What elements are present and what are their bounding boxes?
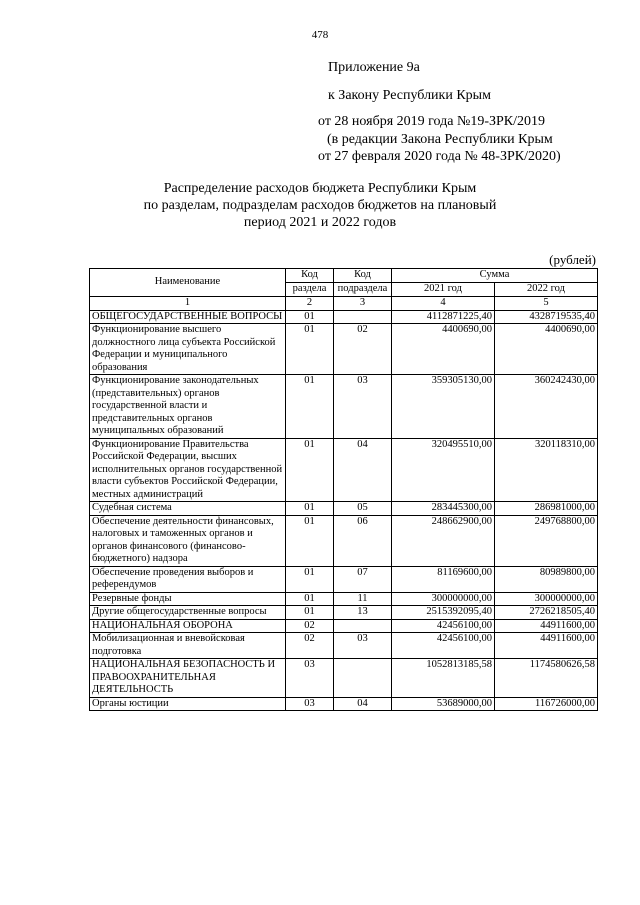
row-section-code: 01 xyxy=(286,310,334,324)
table-row xyxy=(90,324,598,375)
row-section-code: 03 xyxy=(286,659,334,698)
row-subsection-code xyxy=(334,659,392,698)
row-amount-2021: 300000000,00 xyxy=(392,592,495,606)
row-subsection-code: 05 xyxy=(334,502,392,516)
row-amount-2021: 42456100,00 xyxy=(392,619,495,633)
row-amount-2021: 42456100,00 xyxy=(392,633,495,659)
row-section-code: 01 xyxy=(286,606,334,620)
table-row xyxy=(90,566,598,592)
appendix-law: к Закону Республики Крым xyxy=(328,88,491,103)
row-subsection-code: 04 xyxy=(334,697,392,711)
row-name: Обеспечение деятельности финансовых, налоговых и таможенных органов и органов финансового (финансово-бюджетного) надзора xyxy=(90,515,286,566)
document-title-line: период 2021 и 2022 годов xyxy=(243,215,397,230)
header-year-2021: 2021 год xyxy=(392,283,495,297)
row-name: НАЦИОНАЛЬНАЯ ОБОРОНА xyxy=(90,619,286,633)
row-amount-2021: 2515392095,40 xyxy=(392,606,495,620)
row-subsection-code: 04 xyxy=(334,438,392,502)
table-row xyxy=(90,619,598,633)
row-amount-2021: 81169600,00 xyxy=(392,566,495,592)
row-amount-2022: 44911600,00 xyxy=(495,619,598,633)
row-section-code: 01 xyxy=(286,515,334,566)
row-name: Функционирование законодательных (представительных) органов государственной власти и представительных органов муниципальных образований xyxy=(90,375,286,439)
row-amount-2022: 116726000,00 xyxy=(495,697,598,711)
column-number: 4 xyxy=(392,297,495,311)
row-section-code: 01 xyxy=(286,324,334,375)
row-subsection-code: 06 xyxy=(334,515,392,566)
table-row xyxy=(90,502,598,516)
document-title-line: Распределение расходов бюджета Республики Крым xyxy=(163,181,477,196)
appendix-date: от 28 ноября 2019 года №19-ЗРК/2019 xyxy=(318,114,546,129)
column-number: 5 xyxy=(495,297,598,311)
header-section-code: Код xyxy=(286,269,334,283)
row-section-code: 01 xyxy=(286,592,334,606)
row-name: Резервные фонды xyxy=(90,592,286,606)
document-title-line: по разделам, подразделам расходов бюджетов на плановый xyxy=(143,198,497,213)
row-subsection-code: 11 xyxy=(334,592,392,606)
row-subsection-code xyxy=(334,310,392,324)
header-year-2022: 2022 год xyxy=(495,283,598,297)
unit-label: (рублей) xyxy=(549,252,596,267)
row-subsection-code: 13 xyxy=(334,606,392,620)
row-subsection-code: 07 xyxy=(334,566,392,592)
row-amount-2022: 80989800,00 xyxy=(495,566,598,592)
row-subsection-code: 02 xyxy=(334,324,392,375)
row-subsection-code xyxy=(334,619,392,633)
table-row xyxy=(90,438,598,502)
header-amount: Сумма xyxy=(392,269,598,283)
table-row xyxy=(90,659,598,698)
row-amount-2021: 4400690,00 xyxy=(392,324,495,375)
budget-table xyxy=(89,268,598,711)
row-amount-2022: 286981000,00 xyxy=(495,502,598,516)
header-subsection-code: Код xyxy=(334,269,392,283)
row-subsection-code: 03 xyxy=(334,375,392,439)
row-amount-2021: 359305130,00 xyxy=(392,375,495,439)
row-name: Функционирование высшего должностного лица субъекта Российской Федерации и муниципального образования xyxy=(90,324,286,375)
row-amount-2022: 2726218505,40 xyxy=(495,606,598,620)
row-name: Судебная система xyxy=(90,502,286,516)
row-amount-2022: 44911600,00 xyxy=(495,633,598,659)
row-amount-2022: 4328719535,40 xyxy=(495,310,598,324)
column-number: 2 xyxy=(286,297,334,311)
appendix-title: Приложение 9а xyxy=(328,60,420,75)
row-subsection-code: 03 xyxy=(334,633,392,659)
row-amount-2022: 360242430,00 xyxy=(495,375,598,439)
row-amount-2022: 249768800,00 xyxy=(495,515,598,566)
row-name: Другие общегосударственные вопросы xyxy=(90,606,286,620)
row-name: Мобилизационная и вневойсковая подготовка xyxy=(90,633,286,659)
row-amount-2021: 283445300,00 xyxy=(392,502,495,516)
header-name: Наименование xyxy=(90,269,286,297)
page-number: 478 xyxy=(311,29,329,41)
row-name: Функционирование Правительства Российской Федерации, высших исполнительных органов государственной власти субъектов Российской Федерации, местных администраций xyxy=(90,438,286,502)
row-amount-2022: 300000000,00 xyxy=(495,592,598,606)
table-row xyxy=(90,633,598,659)
appendix-edition-line-1: (в редакции Закона Республики Крым xyxy=(327,132,553,147)
table-row xyxy=(90,697,598,711)
row-section-code: 02 xyxy=(286,619,334,633)
table-row xyxy=(90,606,598,620)
row-section-code: 01 xyxy=(286,438,334,502)
row-name: ОБЩЕГОСУДАРСТВЕННЫЕ ВОПРОСЫ xyxy=(90,310,286,324)
row-section-code: 01 xyxy=(286,375,334,439)
row-section-code: 01 xyxy=(286,566,334,592)
row-amount-2021: 53689000,00 xyxy=(392,697,495,711)
column-number: 3 xyxy=(334,297,392,311)
row-amount-2022: 1174580626,58 xyxy=(495,659,598,698)
table-row xyxy=(90,592,598,606)
row-name: Обеспечение проведения выборов и референдумов xyxy=(90,566,286,592)
row-name: Органы юстиции xyxy=(90,697,286,711)
row-section-code: 01 xyxy=(286,502,334,516)
table-row xyxy=(90,515,598,566)
row-amount-2021: 4112871225,40 xyxy=(392,310,495,324)
document-title xyxy=(120,180,520,231)
header-section-code-sub: раздела xyxy=(286,283,334,297)
row-section-code: 03 xyxy=(286,697,334,711)
header-subsection-code-sub: подраздела xyxy=(334,283,392,297)
appendix-edition-line-2: от 27 февраля 2020 года № 48-ЗРК/2020) xyxy=(318,149,561,164)
row-name: НАЦИОНАЛЬНАЯ БЕЗОПАСНОСТЬ И ПРАВООХРАНИТЕЛЬНАЯ ДЕЯТЕЛЬНОСТЬ xyxy=(90,659,286,698)
row-amount-2021: 320495510,00 xyxy=(392,438,495,502)
row-amount-2022: 4400690,00 xyxy=(495,324,598,375)
row-amount-2022: 320118310,00 xyxy=(495,438,598,502)
table-row xyxy=(90,375,598,439)
table-row xyxy=(90,310,598,324)
row-amount-2021: 248662900,00 xyxy=(392,515,495,566)
row-amount-2021: 1052813185,58 xyxy=(392,659,495,698)
column-number: 1 xyxy=(90,297,286,311)
row-section-code: 02 xyxy=(286,633,334,659)
